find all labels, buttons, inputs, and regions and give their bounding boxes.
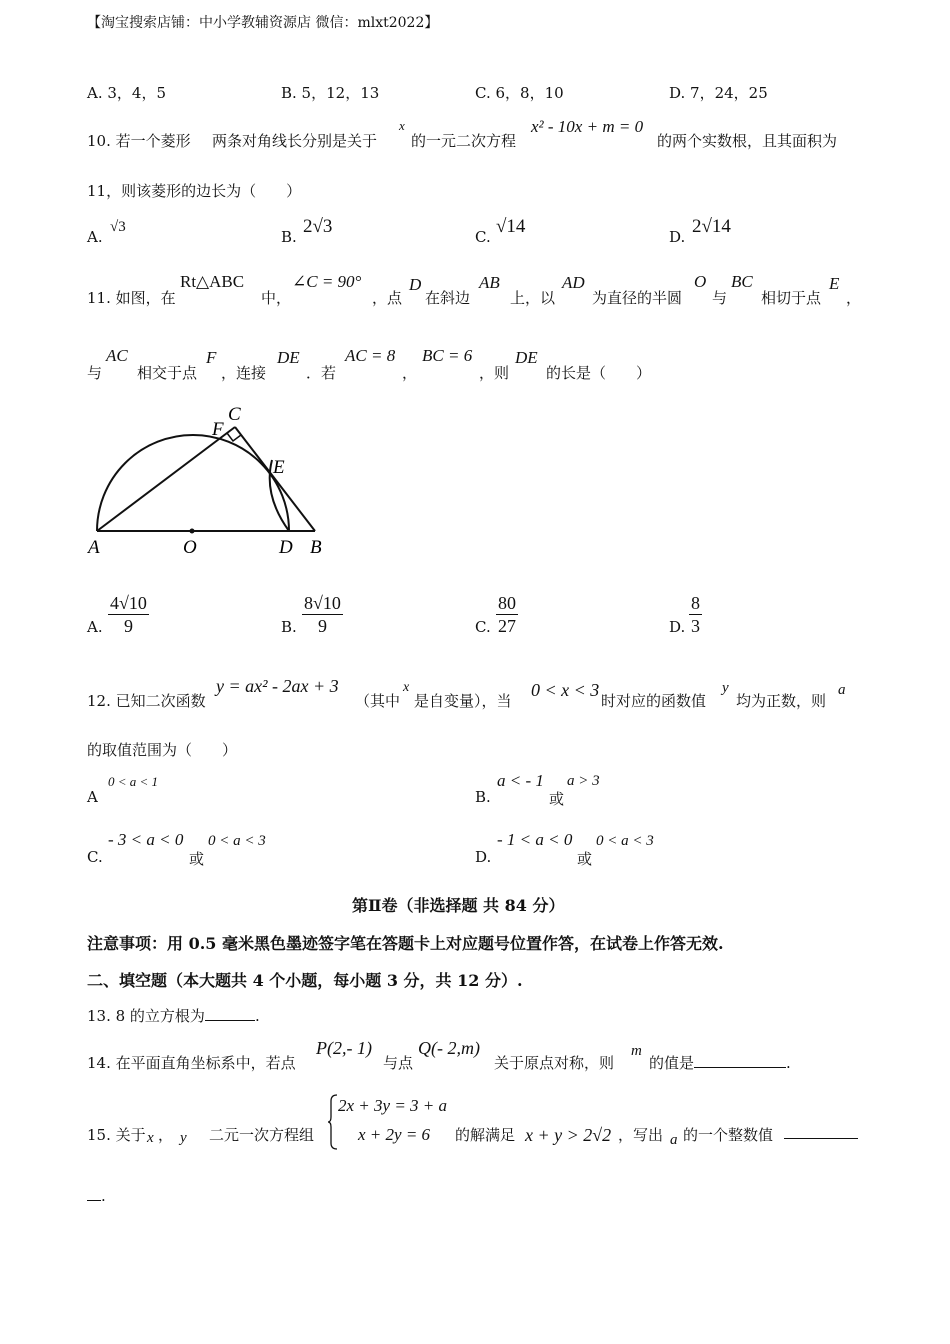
q11-option-d-label: D.: [669, 618, 686, 636]
q15-var-a: a: [670, 1132, 678, 1148]
center-point-o: [190, 529, 195, 534]
q11-text-9: ，: [846, 289, 862, 307]
q11-option-b-label: B.: [281, 618, 297, 636]
q11-point-d: D: [409, 275, 422, 294]
q14-text-1: 14. 在平面直角坐标系中，若点: [87, 1054, 296, 1072]
q11-l2-text-c: ，连接: [221, 364, 267, 382]
label-e: E: [273, 457, 285, 478]
q10-option-b: 2√3: [303, 216, 333, 237]
q12-text-2: （其中: [355, 692, 401, 710]
label-d: D: [279, 537, 293, 558]
q12-option-a-label: A: [87, 788, 98, 806]
q11-option-a-num: 4√10: [110, 593, 147, 613]
q12-option-d-part2: 0 < a < 3: [596, 833, 654, 849]
label-b: B: [310, 537, 322, 558]
q10-option-c: √14: [496, 216, 526, 237]
q13-question: [87, 1005, 260, 1026]
section2-title: 第Ⅱ卷（非选择题 共 84 分）: [352, 896, 565, 915]
q15-var-x: x: [147, 1130, 154, 1146]
q11-geometry-figure: [80, 400, 340, 565]
q15-equation-2: x + 2y = 6: [358, 1125, 431, 1144]
q15-text-4: ，写出: [618, 1126, 664, 1144]
q11-option-d-den: 3: [691, 616, 700, 636]
q10-option-d: 2√14: [692, 216, 731, 237]
q11-seg-de-2: DE: [515, 348, 538, 367]
q15-text-3: 的解满足: [455, 1126, 516, 1144]
segment-cb: [235, 427, 315, 531]
q10-text-4: 的两个实数根，且其面积为: [657, 132, 838, 150]
q12-option-d-label: D.: [475, 848, 492, 866]
q12-option-c-part1: - 3 < a < 0: [108, 830, 184, 849]
q11-text-7: 与: [712, 289, 728, 307]
q15-answer-blank-2: [87, 1186, 101, 1201]
q9-option-d: D. 7，24，25: [669, 84, 768, 102]
q11-option-a-fraction: [108, 592, 149, 637]
q9-option-b: B. 5，12，13: [281, 84, 380, 102]
q14-answer-blank: [694, 1053, 786, 1068]
q12-option-c-part2: 0 < a < 3: [208, 833, 266, 849]
q11-seg-ab: AB: [479, 273, 500, 292]
q15-condition: x + y > 2√2: [525, 1125, 612, 1145]
q11-text-6: 为直径的半圆: [592, 289, 683, 307]
q11-seg-bc: BC: [731, 272, 753, 291]
label-o: O: [183, 537, 197, 558]
q10-text-1: 10. 若一个菱形: [87, 132, 191, 150]
q11-l2-text-a: 与: [87, 364, 103, 382]
q11-option-a-label: A.: [87, 618, 103, 636]
q15-answer-tail: [87, 1186, 106, 1205]
q11-point-o: O: [694, 272, 707, 291]
q15-text-2: 二元一次方程组: [209, 1126, 315, 1144]
q12-var-x: x: [403, 680, 410, 695]
q11-text-5: 上，以: [510, 289, 556, 307]
label-c: C: [228, 404, 241, 425]
q12-function: y = ax² - 2ax + 3: [216, 676, 339, 696]
q10-equation: x² - 10x + m = 0: [531, 117, 644, 136]
q12-option-d-or: 或: [577, 850, 593, 868]
section2-notice: 注意事项：用 0.5 毫米黑色墨迹签字笔在答题卡上对应题号位置作答，在试卷上作答无效.: [87, 934, 724, 953]
q11-l2-text-e: ，: [402, 364, 418, 382]
q11-l2-text-g: 的长是（ ）: [546, 364, 652, 382]
q11-option-c-fraction: [496, 592, 518, 637]
q12-text-3: 是自变量），当: [414, 692, 512, 710]
q11-bc-eq-6: BC = 6: [422, 346, 473, 365]
q10-var-x: x: [399, 118, 405, 133]
q9-option-c: C. 6，8，10: [475, 84, 564, 102]
q11-seg-de: DE: [277, 348, 300, 367]
q15-equation-1: 2x + 3y = 3 + a: [338, 1096, 448, 1115]
q12-text-1: 12. 已知二次函数: [87, 692, 206, 710]
q12-var-y: y: [722, 680, 729, 696]
label-f: F: [212, 419, 224, 440]
q14-var-m: m: [631, 1043, 642, 1059]
q12-option-c-label: C.: [87, 848, 103, 866]
q14-text-2: 与点: [383, 1054, 414, 1072]
q11-option-b-den: 9: [317, 616, 327, 636]
q13-end: .: [254, 1007, 260, 1025]
right-angle-mark: [227, 433, 241, 441]
q15-end: .: [101, 1187, 106, 1205]
q10-text-2: 两条对角线长分别是关于: [212, 132, 378, 150]
q11-option-d-fraction: [689, 592, 702, 637]
q11-ac-eq-8: AC = 8: [345, 346, 396, 365]
q12-option-c-or: 或: [189, 850, 205, 868]
section2-heading: 二、填空题（本大题共 4 个小题，每小题 3 分，共 12 分）.: [87, 971, 523, 990]
q12-option-a: 0 < a < 1: [108, 774, 159, 789]
q12-text-line2: 的取值范围为（ ）: [87, 741, 238, 759]
q11-option-b-num: 8√10: [304, 593, 341, 613]
q10-option-c-label: C.: [475, 228, 491, 246]
q11-option-a-den: 9: [123, 616, 133, 636]
q11-rt-triangle: Rt△ABC: [180, 272, 245, 291]
q11-l2-text-f: ，则: [479, 364, 510, 382]
q10-option-a: √3: [110, 219, 126, 235]
q13-text: 13. 8 的立方根为: [87, 1007, 205, 1025]
q10-option-b-label: B.: [281, 228, 297, 246]
q12-text-4: 时对应的函数值: [601, 692, 707, 710]
q12-option-b-part2: a > 3: [567, 773, 600, 789]
segment-ac: [97, 427, 235, 531]
q10-text-3: 的一元二次方程: [411, 132, 517, 150]
q14-end: .: [786, 1054, 791, 1072]
q11-option-c-num: 80: [498, 593, 516, 613]
q11-seg-ad: AD: [562, 273, 585, 292]
q12-var-a: a: [838, 682, 846, 698]
q11-angle: ∠C = 90°: [292, 272, 362, 291]
q10-option-d-label: D.: [669, 228, 686, 246]
q14-text-3: 关于原点对称，则: [494, 1054, 615, 1072]
q14-text-4: 的值是: [649, 1054, 695, 1072]
q15-text-5: 的一个整数值: [683, 1126, 774, 1144]
q12-range: 0 < x < 3: [531, 680, 600, 700]
q11-text-1: 11. 如图，在: [87, 289, 176, 307]
watermark-header: 【淘宝搜索店铺：中小学教辅资源店 微信：mlxt2022】: [87, 15, 439, 31]
q10-option-a-label: A.: [87, 228, 103, 246]
q14-point-p: P(2,- 1): [316, 1038, 372, 1058]
q12-option-d-part1: - 1 < a < 0: [497, 830, 573, 849]
semicircle-arc: [97, 435, 289, 531]
q11-option-d-num: 8: [691, 593, 700, 613]
q10-text-line2: 11，则该菱形的边长为（ ）: [87, 182, 302, 200]
q15-var-y: y: [180, 1130, 187, 1146]
q14-point-q: Q(- 2,m): [418, 1038, 480, 1058]
q14-answer: [649, 1052, 791, 1073]
q11-seg-ac: AC: [106, 346, 128, 365]
q11-text-4: 在斜边: [425, 289, 471, 307]
q11-text-3: ，点: [372, 289, 403, 307]
q11-option-b-fraction: [302, 592, 343, 637]
label-a: A: [88, 537, 100, 558]
q11-option-c-label: C.: [475, 618, 491, 636]
q15-comma: ，: [158, 1126, 174, 1144]
q11-option-c-den: 27: [498, 616, 516, 636]
q12-option-b-part1: a < - 1: [497, 771, 544, 790]
q11-point-e: E: [829, 274, 840, 293]
q12-option-b-label: B.: [475, 788, 491, 806]
q15-text-1: 15. 关于: [87, 1126, 146, 1144]
q9-option-a: A. 3，4，5: [87, 84, 166, 102]
q11-l2-text-d: ．若: [306, 364, 337, 382]
q15-answer-blank-1: [784, 1124, 858, 1143]
q11-text-8: 相切于点: [761, 289, 822, 307]
q11-text-2: 中，: [261, 289, 292, 307]
q11-point-f: F: [206, 348, 217, 367]
q12-text-5: 均为正数，则: [736, 692, 827, 710]
q12-option-b-or: 或: [549, 790, 565, 808]
q11-l2-text-b: 相交于点: [137, 364, 198, 382]
q13-answer-blank: [205, 1006, 255, 1021]
